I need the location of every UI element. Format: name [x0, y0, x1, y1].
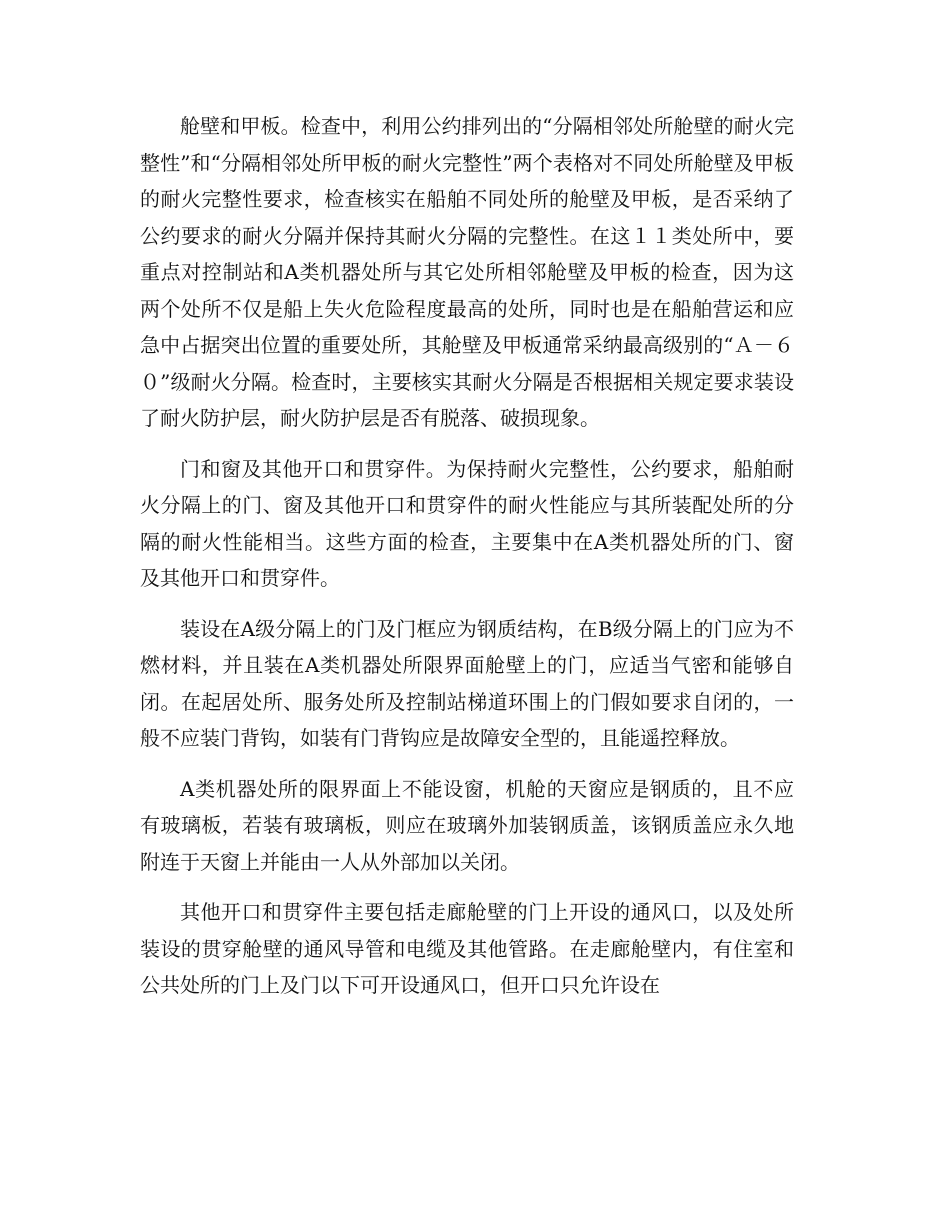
paragraph-door-requirements: 装设在A级分隔上的门及门框应为钢质结构，在B级分隔上的门应为不燃材料，并且装在A类机器处所限界面舱壁上的门，应适当气密和能够自闭。在起居处所、服务处所及控制站梯道环围上的门假如要求自闭的，一般不应装门背钩，如装有门背钩应是故障安全型的，且能遥控释放。	[140, 616, 794, 750]
paragraph-machinery-windows: A类机器处所的限界面上不能设窗，机舱的天窗应是钢质的，且不应有玻璃板，若装有玻璃板，则应在玻璃外加装钢质盖，该钢质盖应永久地附连于天窗上并能由一人从外部加以关闭。	[140, 776, 794, 874]
paragraph-bulkheads-decks: 舱壁和甲板。检查中，利用公约排列出的“分隔相邻处所舱壁的耐火完整性”和“分隔相邻处所甲板的耐火完整性”两个表格对不同处所舱壁及甲板的耐火完整性要求，检查核实在船舶不同处所的舱壁及甲板，是否采纳了公约要求的耐火分隔并保持其耐火分隔的完整性。在这１１类处所中，要重点对控制站和A类机器处所与其它处所相邻舱壁及甲板的检查，因为这两个处所不仅是船上失火危险程度最高的处所，同时也是在船舶营运和应急中占据突出位置的重要处所，其舱壁及甲板通常采纳最高级别的“Ａ－６０”级耐火分隔。检查时，主要核实其耐火分隔是否根据相关规定要求装设了耐火防护层，耐火防护层是否有脱落、破损现象。	[140, 114, 794, 430]
document-body	[140, 108, 794, 1018]
paragraph-openings-penetrations: 其他开口和贯穿件主要包括走廊舱壁的门上开设的通风口，以及处所装设的贯穿舱壁的通风导管和电缆及其他管路。在走廊舱壁内，有住室和公共处所的门上及门以下可开设通风口，但开口只允许设在	[140, 900, 794, 997]
paragraph-doors-windows: 门和窗及其他开口和贯穿件。为保持耐火完整性，公约要求，船舶耐火分隔上的门、窗及其他开口和贯穿件的耐火性能应与其所装配处所的分隔的耐火性能相当。这些方面的检查，主要集中在A类机器处所的门、窗及其他开口和贯穿件。	[140, 456, 794, 590]
